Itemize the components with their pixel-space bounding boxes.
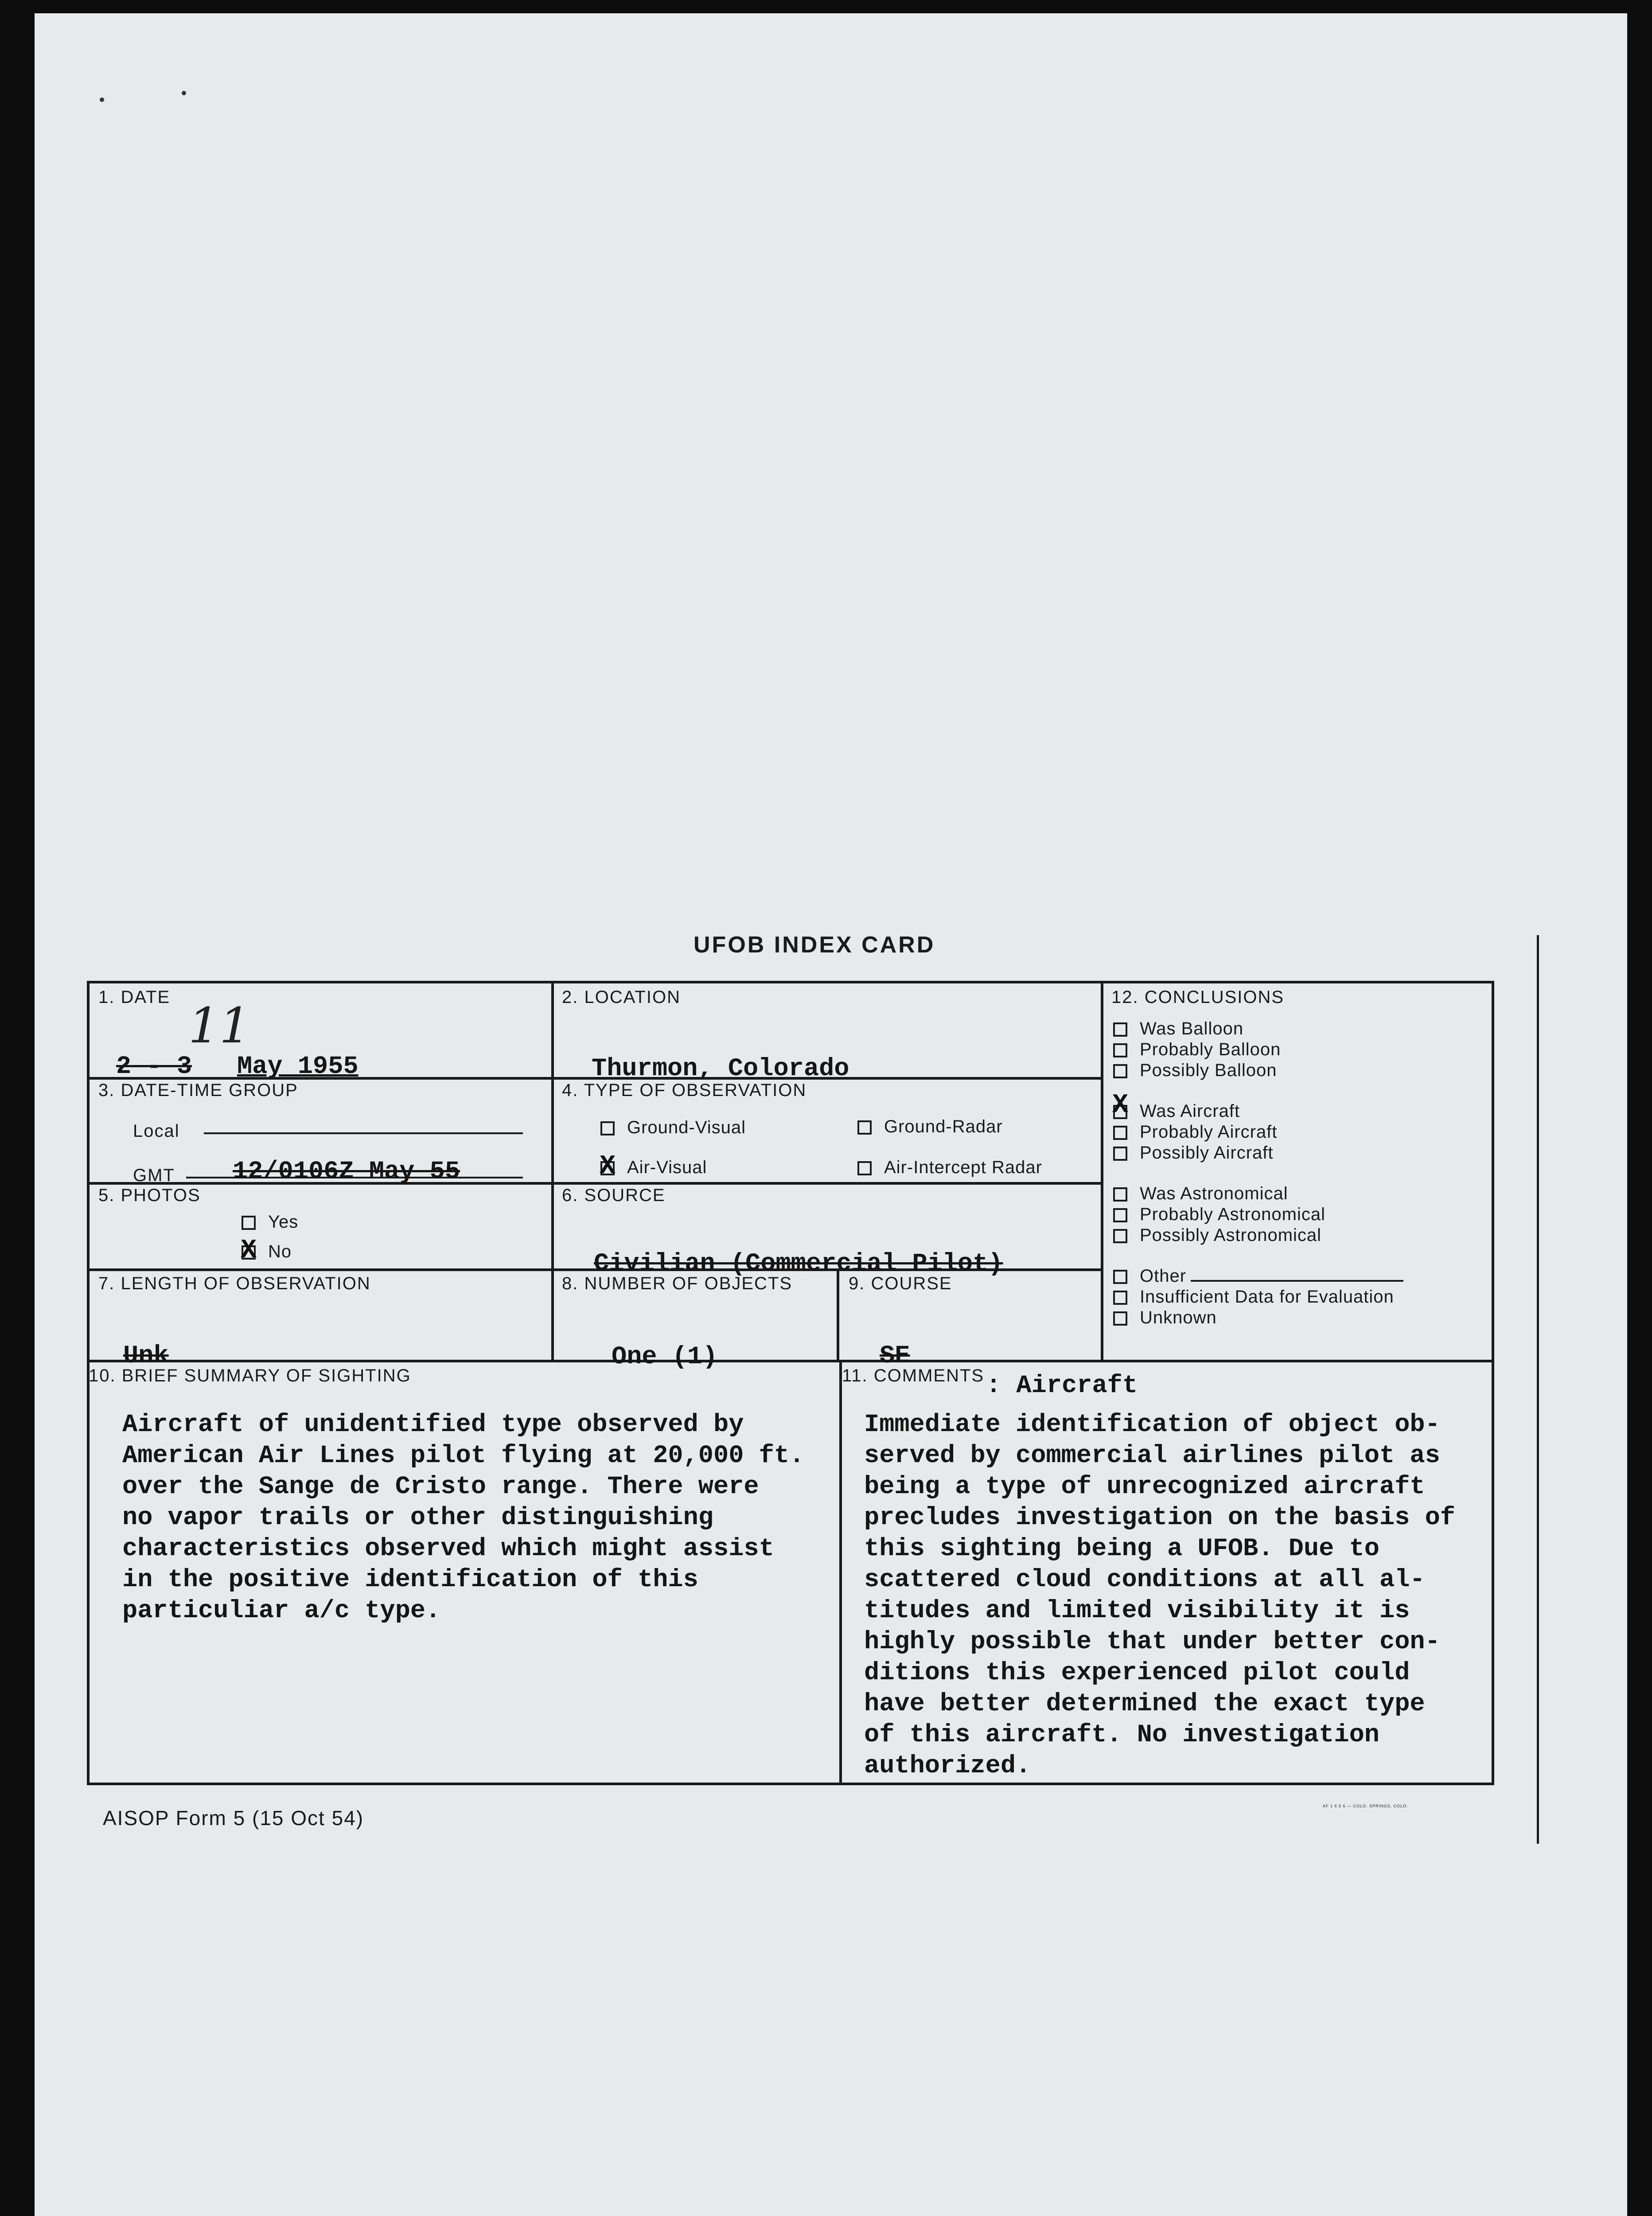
checkbox-was-balloon[interactable]: [1113, 1022, 1127, 1037]
conclusion-possibly-aircraft[interactable]: Possibly Aircraft: [1113, 1143, 1403, 1163]
summary-line: no vapor trails or other distinguishing: [122, 1504, 714, 1532]
comment-line: Immediate identification of object ob-: [864, 1411, 1440, 1439]
brief-summary-label: 10. BRIEF SUMMARY OF SIGHTING: [89, 1366, 411, 1385]
course-label: 9. COURSE: [849, 1274, 952, 1293]
local-field-line: [204, 1132, 523, 1134]
printer-mark: AF 1 6 5 6 — COLO. SPRINGS, COLO.: [1323, 1804, 1408, 1808]
number-of-objects-label: 8. NUMBER OF OBJECTS: [562, 1274, 793, 1293]
number-of-objects-value: One (1): [612, 1343, 718, 1371]
summary-line: Aircraft of unidentified type observed by: [122, 1411, 744, 1439]
conclusions-list: [1113, 1018, 1403, 1328]
checkbox-was-astronomical[interactable]: [1113, 1187, 1127, 1202]
option-air-visual[interactable]: XAir-Visual: [600, 1158, 707, 1178]
checkbox-unknown[interactable]: [1113, 1311, 1127, 1326]
summary-line: American Air Lines pilot flying at 20,000 ft.: [122, 1442, 805, 1470]
conclusion-was-aircraft[interactable]: XWas Aircraft: [1113, 1101, 1403, 1122]
checkbox-possibly-aircraft[interactable]: [1113, 1147, 1127, 1161]
card-border-bottom: [87, 1783, 1494, 1785]
divider-col8-9: [837, 1268, 839, 1362]
conclusion-other[interactable]: Other: [1113, 1266, 1403, 1287]
date-value: May 1955: [237, 1053, 358, 1081]
summary-line: over the Sange de Cristo range. There were: [122, 1473, 759, 1501]
divider-row4: [87, 1360, 1494, 1362]
gmt-label: GMT: [133, 1166, 175, 1185]
conclusion-possibly-balloon[interactable]: Possibly Balloon: [1113, 1060, 1403, 1081]
summary-line: in the positive identification of this: [122, 1566, 698, 1594]
comment-line: have better determined the exact type: [864, 1690, 1425, 1718]
summary-line: characteristics observed which might assist: [122, 1535, 774, 1563]
checkbox-photos-yes[interactable]: [242, 1216, 256, 1230]
checkbox-probably-aircraft[interactable]: [1113, 1126, 1127, 1140]
source-value: Civilian (Commercial Pilot): [594, 1250, 1003, 1278]
gmt-value: 12/0106Z May 55: [233, 1158, 460, 1186]
comment-line: of this aircraft. No investigation: [864, 1721, 1379, 1749]
comments-label: 11. COMMENTS: [842, 1366, 985, 1385]
conclusion-was-balloon[interactable]: Was Balloon: [1113, 1018, 1403, 1039]
comment-line: scattered cloud conditions at all al-: [864, 1566, 1425, 1594]
location-value: Thurmon, Colorado: [592, 1055, 849, 1083]
option-air-intercept-radar[interactable]: Air-Intercept Radar: [857, 1158, 1042, 1178]
checkbox-possibly-astronomical[interactable]: [1113, 1229, 1127, 1243]
brief-summary-text: [122, 1409, 804, 1627]
checkbox-was-aircraft[interactable]: [1113, 1105, 1127, 1119]
location-label: 2. LOCATION: [562, 987, 681, 1007]
date-handwritten: 11: [188, 997, 250, 1054]
comment-line: ditions this experienced pilot could: [864, 1659, 1410, 1687]
length-of-observation-value: Unk: [123, 1342, 169, 1370]
checkbox-photos-no[interactable]: [242, 1245, 256, 1260]
checkbox-other[interactable]: [1113, 1270, 1127, 1284]
date-typed-struck: 2 - 3: [116, 1053, 192, 1081]
conclusion-unknown[interactable]: Unknown: [1113, 1307, 1403, 1328]
checkbox-possibly-balloon[interactable]: [1113, 1064, 1127, 1078]
type-of-observation-label: 4. TYPE OF OBSERVATION: [562, 1081, 807, 1100]
divider-col10-11: [839, 1360, 842, 1784]
checkbox-ground-radar[interactable]: [857, 1120, 872, 1135]
checkbox-ground-visual[interactable]: [600, 1121, 615, 1135]
conclusion-was-astronomical[interactable]: Was Astronomical: [1113, 1183, 1403, 1204]
summary-line: particuliar a/c type.: [122, 1597, 441, 1625]
date-time-group-label: 3. DATE-TIME GROUP: [98, 1081, 298, 1100]
conclusion-probably-balloon[interactable]: Probably Balloon: [1113, 1039, 1403, 1060]
comment-line: highly possible that under better con-: [864, 1628, 1440, 1656]
photos-label: 5. PHOTOS: [98, 1186, 201, 1205]
checkbox-insufficient-data[interactable]: [1113, 1291, 1127, 1305]
checkbox-air-intercept-radar[interactable]: [857, 1161, 872, 1175]
conclusion-probably-aircraft[interactable]: Probably Aircraft: [1113, 1122, 1403, 1143]
comment-line: being a type of unrecognized aircraft: [864, 1473, 1425, 1501]
checkbox-air-visual[interactable]: [600, 1161, 615, 1175]
comments-heading: : Aircraft: [986, 1372, 1138, 1400]
conclusion-probably-astronomical[interactable]: Probably Astronomical: [1113, 1204, 1403, 1225]
divider-col2: [1101, 981, 1103, 1362]
card-shadow-edge: [1537, 935, 1539, 1844]
local-label: Local: [133, 1121, 180, 1141]
option-ground-visual[interactable]: Ground-Visual: [600, 1118, 746, 1138]
conclusions-label: 12. CONCLUSIONS: [1111, 987, 1285, 1007]
card-border-top: [87, 981, 1494, 983]
comment-line: authorized.: [864, 1752, 1031, 1780]
dust-speck: [100, 98, 104, 102]
length-of-observation-label: 7. LENGTH OF OBSERVATION: [98, 1274, 371, 1293]
card-title: UFOB INDEX CARD: [694, 932, 935, 958]
comment-line: precludes investigation on the basis of: [864, 1504, 1456, 1532]
option-photos-yes[interactable]: Yes: [242, 1212, 298, 1232]
date-label: 1. DATE: [98, 987, 171, 1007]
conclusion-possibly-astronomical[interactable]: Possibly Astronomical: [1113, 1225, 1403, 1246]
checkbox-probably-balloon[interactable]: [1113, 1043, 1127, 1057]
comment-line: served by commercial airlines pilot as: [864, 1442, 1440, 1470]
conclusion-insufficient-data[interactable]: Insufficient Data for Evaluation: [1113, 1287, 1403, 1307]
dust-speck: [182, 91, 186, 95]
comment-line: this sighting being a UFOB. Due to: [864, 1535, 1379, 1563]
comment-line: titudes and limited visibility it is: [864, 1597, 1410, 1625]
card-border-right: [1492, 981, 1494, 1785]
divider-col1: [551, 981, 554, 1362]
source-label: 6. SOURCE: [562, 1186, 666, 1205]
checkbox-probably-astronomical[interactable]: [1113, 1208, 1127, 1222]
comments-text: [864, 1409, 1455, 1782]
other-field-line: [1191, 1280, 1403, 1282]
option-photos-no[interactable]: XNo: [242, 1242, 292, 1262]
course-value: SE: [880, 1342, 910, 1370]
form-id: AISOP Form 5 (15 Oct 54): [103, 1806, 364, 1830]
option-ground-radar[interactable]: Ground-Radar: [857, 1117, 1003, 1137]
